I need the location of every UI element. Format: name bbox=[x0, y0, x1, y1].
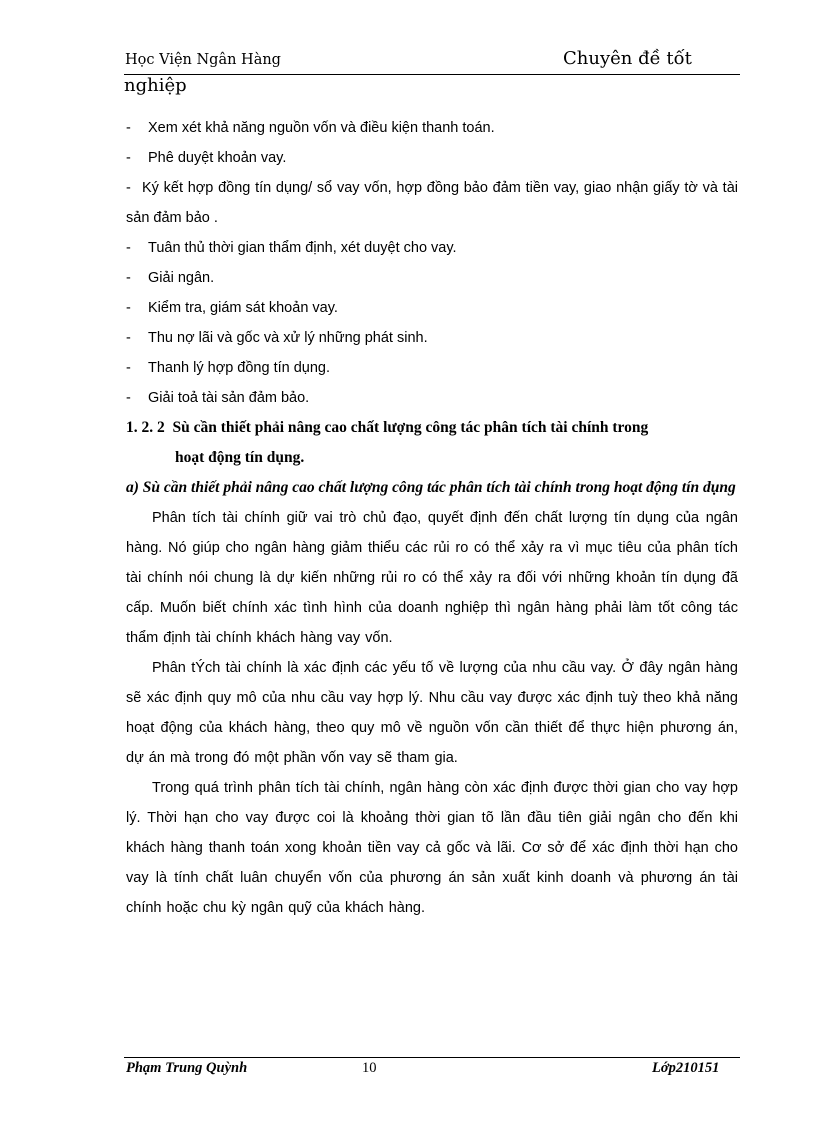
header-doc-type-continuation: nghiệp bbox=[124, 75, 187, 96]
page-body bbox=[126, 113, 738, 923]
list-item: - Giải toả tài sản đảm bảo. bbox=[126, 390, 310, 406]
header-doc-type: Chuyên đề tốt bbox=[563, 48, 692, 69]
list-item: - Thu nợ lãi và gốc và xử lý những phát sinh. bbox=[126, 330, 428, 346]
section-number: 1. 2. 2 bbox=[126, 419, 165, 436]
section-heading bbox=[126, 413, 738, 473]
body-paragraph-3: Trong quá trình phân tích tài chính, ngân hàng còn xác định được thời gian cho vay hợp lý. Thời hạn cho vay được coi là khoảng thời gian tõ lần đầu tiên giải ngân cho đến khi khách hàng thanh toán xong khoản tiền vay cả gốc và lãi. Cơ sở để xác định thời hạn cho vay là tính chất luân chuyển vốn của phương án sản xuất kinh doanh và phương án tài chính hoặc chu kỳ ngân quỹ của khách hàng. bbox=[126, 780, 738, 916]
list-item-text: Phê duyệt khoản vay. bbox=[148, 150, 287, 166]
section-title-line2: hoạt động tín dụng. bbox=[175, 449, 305, 466]
subsection-heading: a) Sù cần thiết phải nâng cao chất lượng công tác phân tích tài chính trong hoạt động tín dụng bbox=[126, 479, 736, 496]
list-item: - Ký kết hợp đồng tín dụng/ sổ vay vốn, hợp đồng bảo đảm tiền vay, giao nhận giấy tờ và tài sản đảm bảo . bbox=[126, 180, 738, 226]
list-item-text: Ký kết hợp đồng tín dụng/ sổ vay vốn, hợp đồng bảo đảm tiền vay, giao nhận giấy tờ và tài sản đảm bảo . bbox=[126, 180, 738, 226]
list-item-text: Thanh lý hợp đồng tín dụng. bbox=[148, 360, 331, 376]
list-item-text: Kiểm tra, giám sát khoản vay. bbox=[148, 300, 338, 316]
list-item: - Xem xét khả năng nguồn vốn và điều kiện thanh toán. bbox=[126, 120, 495, 136]
footer-rule bbox=[124, 1057, 740, 1058]
header-institution: Học Viện Ngân Hàng bbox=[125, 52, 281, 68]
section-title-line1: Sù cần thiết phải nâng cao chất lượng công tác phân tích tài chính trong bbox=[172, 419, 649, 436]
list-item: - Giải ngân. bbox=[126, 270, 215, 286]
footer-class: Lớp210151 bbox=[652, 1060, 720, 1076]
list-item-text: Xem xét khả năng nguồn vốn và điều kiện thanh toán. bbox=[148, 120, 495, 136]
list-item: - Thanh lý hợp đồng tín dụng. bbox=[126, 360, 331, 376]
list-item: - Phê duyệt khoản vay. bbox=[126, 150, 287, 166]
header-rule bbox=[124, 74, 740, 75]
page-number: 10 bbox=[362, 1060, 377, 1076]
list-item-text: Thu nợ lãi và gốc và xử lý những phát sinh. bbox=[148, 330, 428, 346]
list-item-text: Tuân thủ thời gian thẩm định, xét duyệt cho vay. bbox=[148, 240, 457, 256]
body-paragraph-2: Phân tÝch tài chính là xác định các yếu tố về lượng của nhu cầu vay. Ở đây ngân hàng sẽ xác định quy mô của nhu cầu vay hợp lý. Nhu cầu vay được xác định tuỳ theo khả năng hoạt động của khách hàng, theo quy mô về nguồn vốn cần thiết để thực hiện phương án, dự án mà trong đó một phần vốn vay sẽ tham gia. bbox=[126, 660, 738, 766]
list-item-text: Giải toả tài sản đảm bảo. bbox=[148, 390, 310, 406]
list-item: - Kiểm tra, giám sát khoản vay. bbox=[126, 300, 338, 316]
list-item: - Tuân thủ thời gian thẩm định, xét duyệt cho vay. bbox=[126, 240, 457, 256]
list-item-text: Giải ngân. bbox=[148, 270, 215, 286]
footer-author: Phạm Trung Quỳnh bbox=[126, 1060, 248, 1076]
body-paragraph-1: Phân tích tài chính giữ vai trò chủ đạo, quyết định đến chất lượng tín dụng của ngân hàng. Nó giúp cho ngân hàng giảm thiểu các rủi ro có thể xảy ra vì mục tiêu của phân tích tài chính nói chung là dự kiến những rủi ro có thể xảy ra đối với những khoản tín dụng đã cấp. Muốn biết chính xác tình hình của doanh nghiệp thì ngân hàng phải làm tốt công tác thẩm định tài chính khách hàng vay vốn. bbox=[126, 510, 738, 646]
